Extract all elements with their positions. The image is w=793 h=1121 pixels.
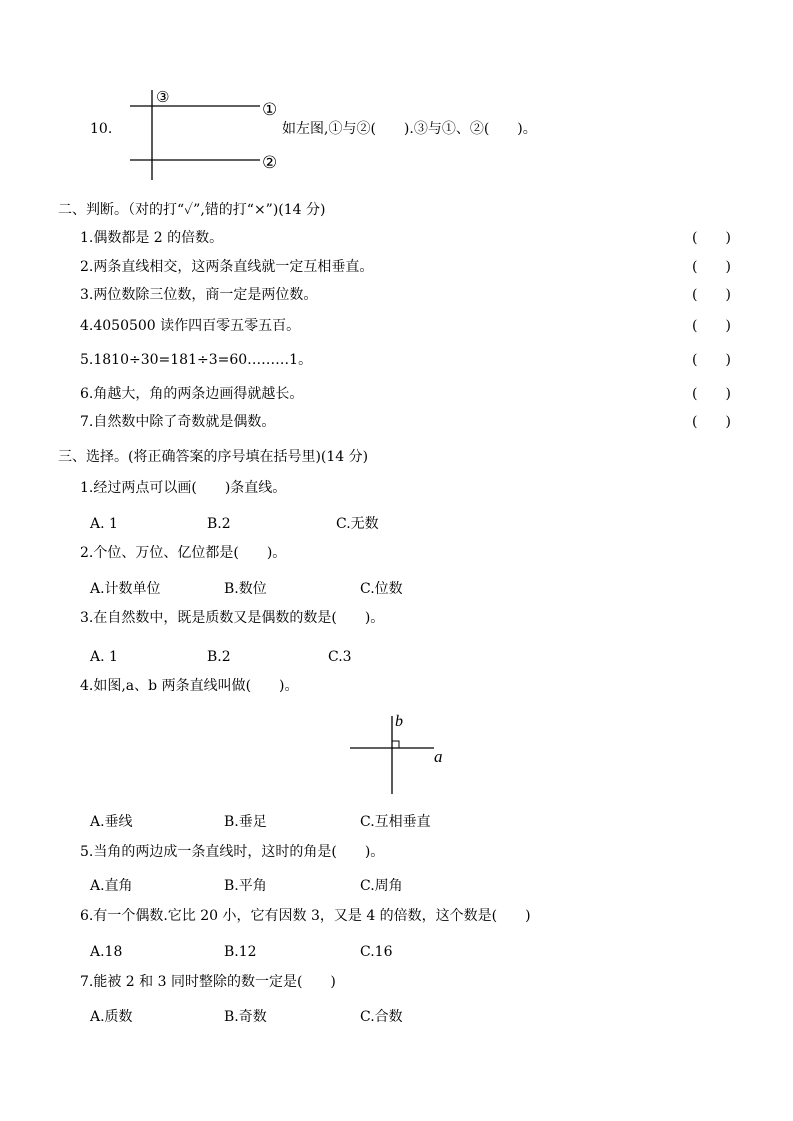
answer-blank[interactable]: ( ) [692, 230, 731, 246]
option-a[interactable]: A.质数 [90, 1009, 133, 1025]
answer-blank[interactable]: ( ) [692, 386, 731, 402]
option-b[interactable]: B.垂足 [224, 814, 267, 830]
answer-blank[interactable]: ( ) [692, 287, 731, 303]
option-a[interactable]: A.18 [90, 944, 123, 960]
option-b[interactable]: B.数位 [224, 581, 267, 597]
perpendicular-figure [344, 708, 454, 796]
choice-question: 7.能被 2 和 3 同时整除的数一定是( ) [80, 974, 336, 990]
answer-blank[interactable]: ( ) [692, 352, 731, 368]
judge-item: 5.1810÷30=181÷3=60………1。 [80, 352, 313, 368]
option-b[interactable]: B.平角 [224, 878, 267, 894]
choice-question: 3.在自然数中，既是质数又是偶数的数是( )。 [80, 610, 385, 626]
judge-item: 3.两位数除三位数，商一定是两位数。 [80, 287, 318, 303]
option-a[interactable]: A.直角 [90, 878, 133, 894]
choice-question: 1.经过两点可以画( )条直线。 [80, 480, 287, 496]
section-title: 二、判断。（对的打“✓”,错的打“×”)(14 分) [58, 202, 326, 218]
label-circle-1: ① [262, 100, 278, 120]
judge-item: 4.4050500 读作四百零五零五百。 [80, 318, 301, 334]
question-number: 10. [90, 121, 113, 137]
label-a: a [434, 747, 443, 766]
option-b[interactable]: B.12 [224, 944, 257, 960]
answer-blank[interactable]: ( ) [692, 318, 731, 334]
label-b: b [395, 713, 403, 730]
judge-item: 6.角越大，角的两条边画得就越长。 [80, 386, 304, 402]
option-c[interactable]: C.周角 [360, 878, 403, 894]
right-angle-mark [392, 741, 399, 748]
choice-question: 5.当角的两边成一条直线时，这时的角是( )。 [80, 844, 385, 860]
judge-item: 2.两条直线相交，这两条直线就一定互相垂直。 [80, 259, 374, 275]
question-text: 如左图,①与②( ).③与①、②( )。 [282, 121, 537, 137]
choice-question: 2.个位、万位、亿位都是( )。 [80, 545, 287, 561]
option-c[interactable]: C.无数 [336, 516, 379, 532]
option-b[interactable]: B.奇数 [224, 1009, 267, 1025]
judge-item: 1.偶数都是 2 的倍数。 [80, 230, 224, 246]
judge-item: 7.自然数中除了奇数就是偶数。 [80, 414, 276, 430]
answer-blank[interactable]: ( ) [692, 259, 731, 275]
label-circle-2: ② [262, 153, 278, 173]
option-a[interactable]: A.垂线 [90, 814, 133, 830]
choice-question: 6.有一个偶数.它比 20 小，它有因数 3，又是 4 的倍数，这个数是( ) [80, 908, 531, 924]
option-c[interactable]: C.合数 [360, 1009, 403, 1025]
option-c[interactable]: C.3 [328, 649, 352, 665]
label-circle-3: ③ [156, 88, 170, 106]
answer-blank[interactable]: ( ) [692, 414, 731, 430]
option-c[interactable]: C.16 [360, 944, 393, 960]
option-a[interactable]: A. 1 [90, 516, 118, 532]
option-b[interactable]: B.2 [207, 516, 231, 532]
section-title: 三、选择。(将正确答案的序号填在括号里)(14 分) [58, 449, 369, 465]
choice-question: 4.如图,a、b 两条直线叫做( )。 [80, 678, 299, 694]
option-a[interactable]: A.计数单位 [90, 581, 161, 597]
option-c[interactable]: C.位数 [360, 581, 403, 597]
option-a[interactable]: A. 1 [90, 649, 118, 665]
lines-figure [120, 84, 290, 180]
option-b[interactable]: B.2 [207, 649, 231, 665]
option-c[interactable]: C.互相垂直 [360, 814, 431, 830]
